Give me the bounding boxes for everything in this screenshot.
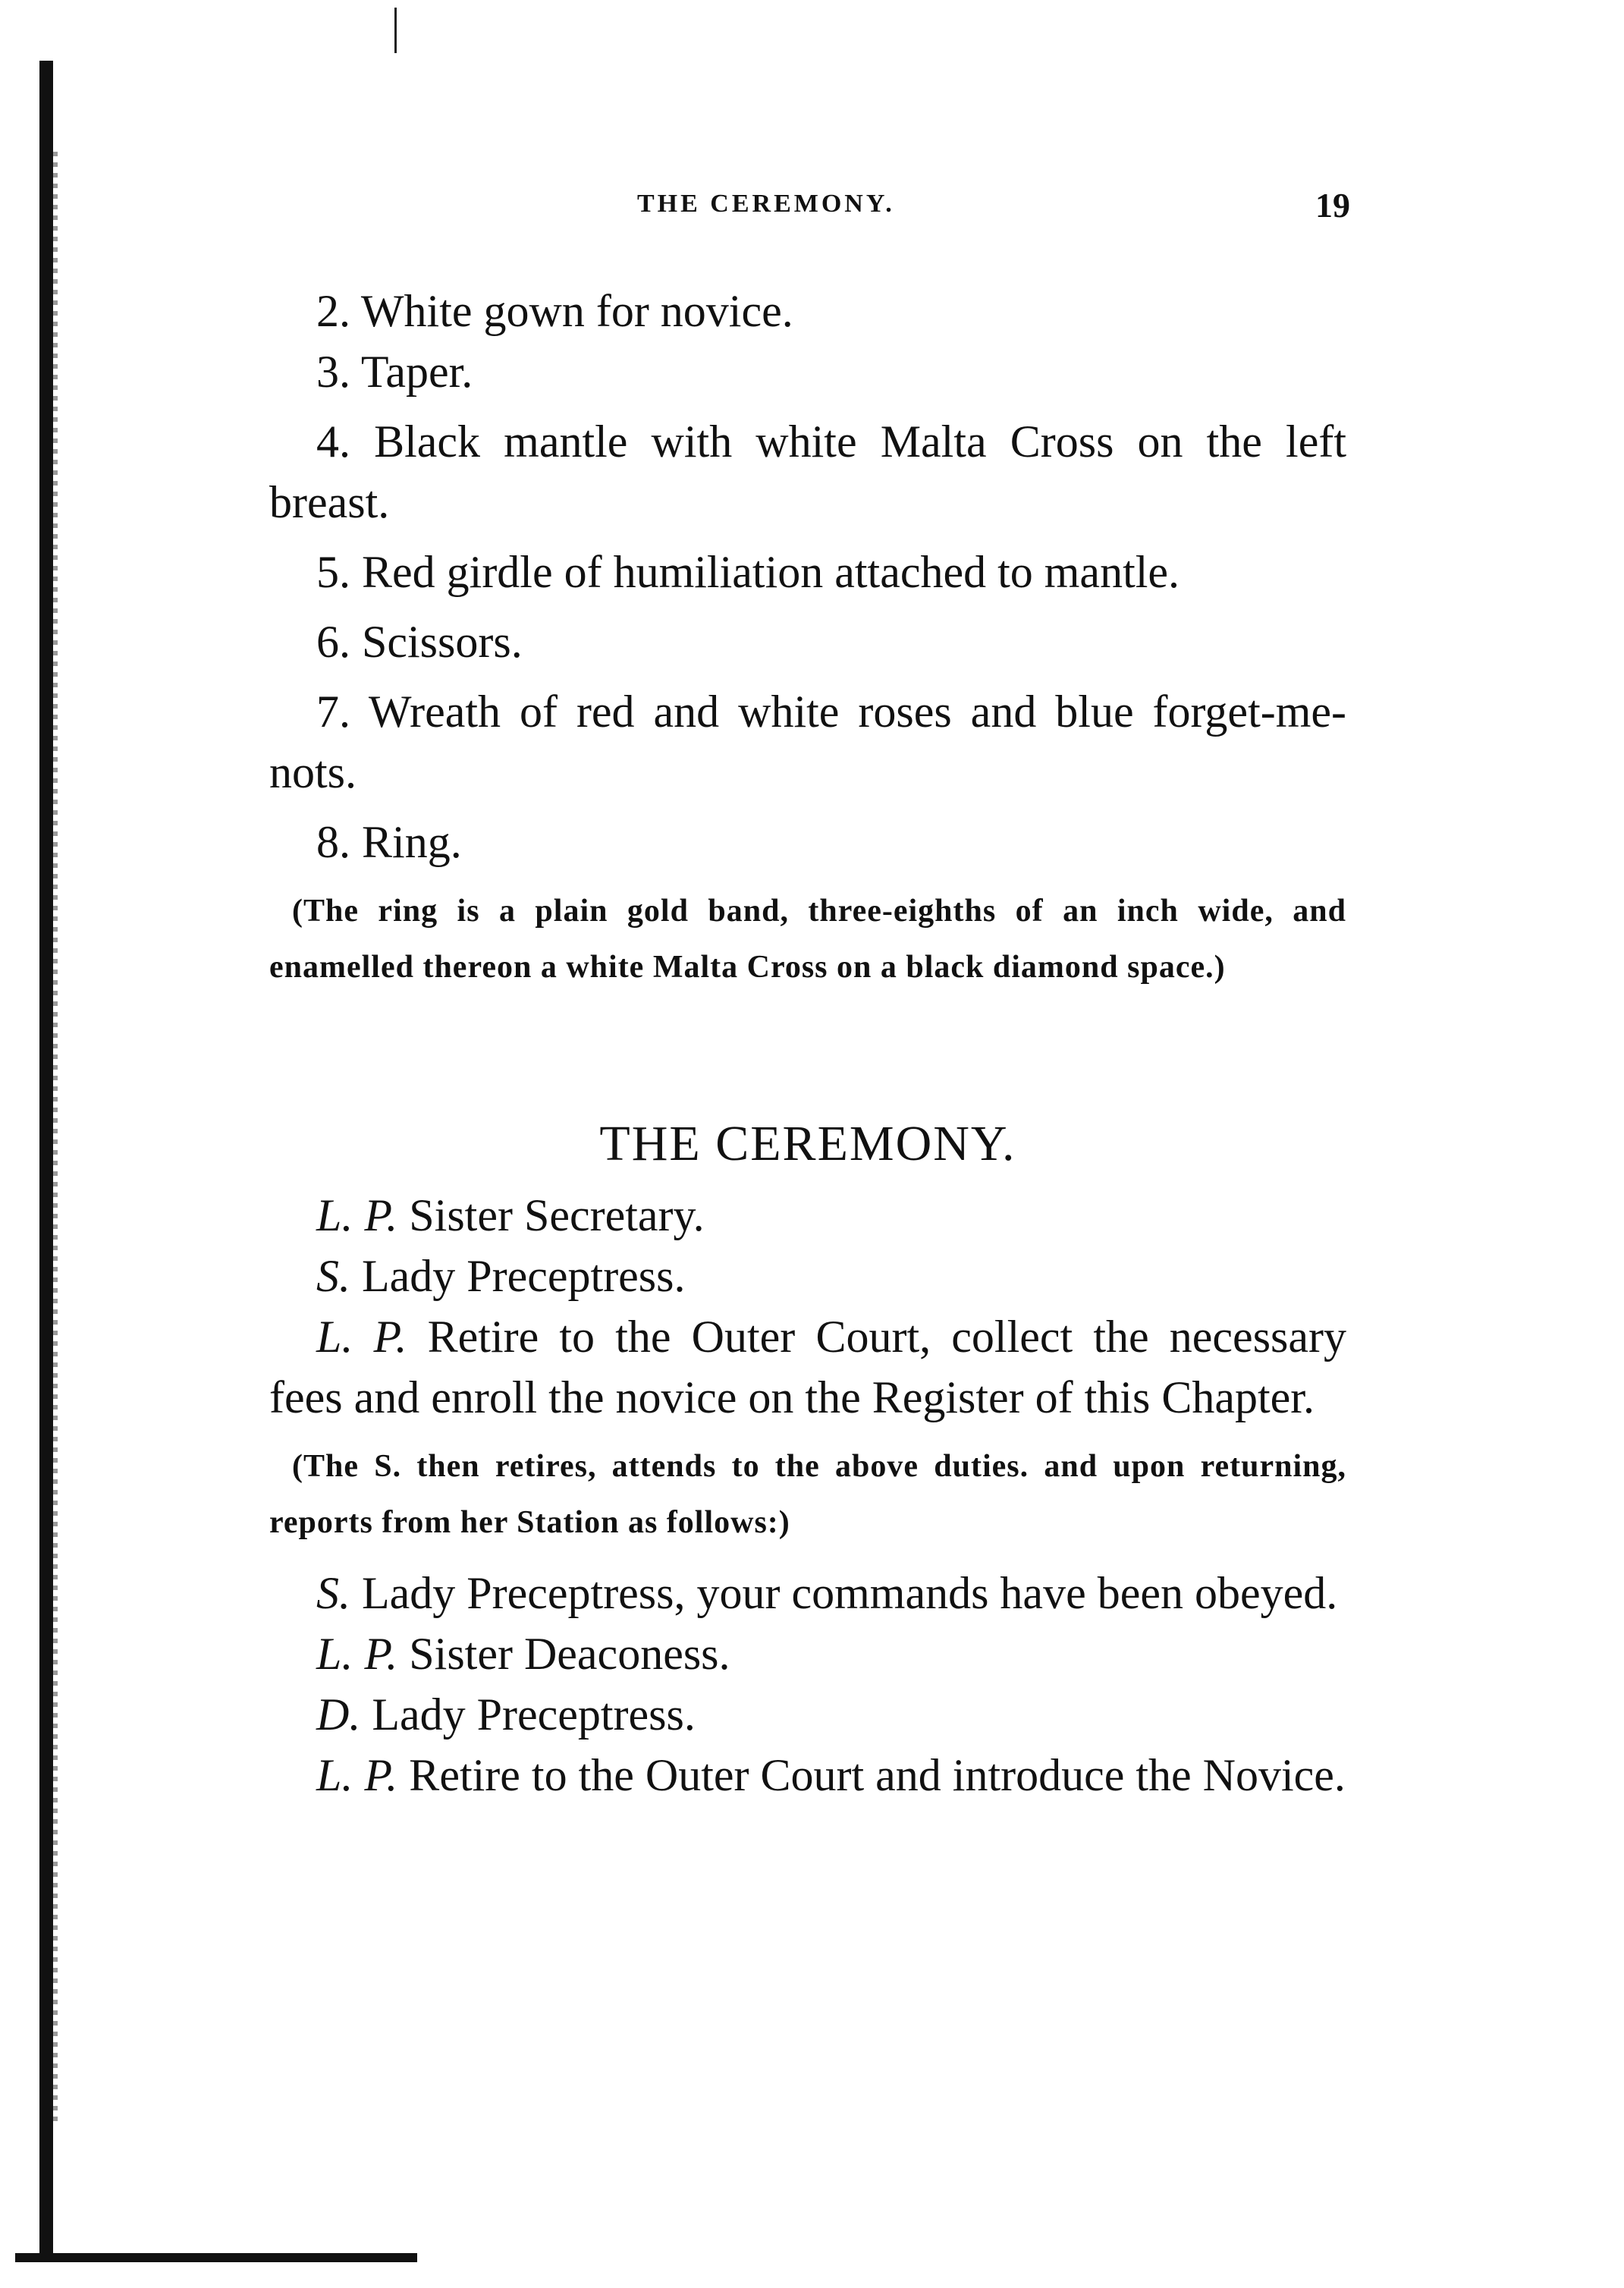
speech: Retire to the Outer Court, collect the necessary fees and enroll the novice on the Register of this Chapter.: [269, 1312, 1347, 1422]
dialogue-line: [269, 1745, 1346, 1806]
speech: Lady Preceptress, your commands have been obeyed.: [362, 1568, 1338, 1618]
speaker: S.: [316, 1251, 350, 1301]
ring-note: (The ring is a plain gold band, three-eighths of an inch wide, and enamelled thereon a white Malta Cross on a black diamond space.): [269, 894, 1346, 985]
list-item: 3. Taper.: [316, 347, 473, 397]
speech: Lady Preceptress.: [362, 1251, 686, 1301]
bottom-rule: [15, 2253, 417, 2262]
speech: Retire to the Outer Court and introduce the Novice.: [409, 1750, 1346, 1800]
dialogue-line: [269, 1563, 1346, 1623]
dialogue-line: [269, 1306, 1346, 1428]
speaker: D.: [316, 1689, 361, 1740]
list-item: 6. Scissors.: [316, 617, 523, 667]
speaker: S.: [316, 1568, 350, 1618]
list-item: 7. Wreath of red and white roses and blue forget-me-nots.: [269, 687, 1346, 797]
page-spine-shadow: [39, 61, 53, 2253]
page-spine-edge: [53, 152, 58, 2124]
margin-mark: [394, 8, 397, 53]
list-item: 8. Ring.: [316, 817, 462, 867]
speaker: L. P.: [316, 1629, 398, 1679]
dialogue-line: [269, 1684, 1346, 1745]
list-item: 4. Black mantle with white Malta Cross on the left breast.: [269, 416, 1346, 527]
dialogue-line: [269, 1623, 1346, 1684]
list-item: 5. Red girdle of humiliation attached to mantle.: [316, 547, 1180, 597]
running-head: THE CEREMONY.: [637, 190, 895, 218]
supply-list: [269, 281, 1346, 995]
speech: Lady Preceptress.: [372, 1689, 696, 1740]
dialogue-line: [269, 1246, 1346, 1306]
ceremony-section: [269, 1115, 1346, 1806]
speech: Sister Secretary.: [409, 1190, 705, 1240]
page-header: [273, 186, 1350, 235]
speaker: L. P.: [316, 1312, 407, 1362]
list-item: 2. White gown for novice.: [316, 286, 793, 336]
stage-note: (The S. then retires, attends to the above duties. and upon returning, reports from her Station as follows:): [269, 1449, 1346, 1540]
dialogue-line: [269, 1185, 1346, 1246]
page-number: 19: [1315, 186, 1350, 225]
section-heading: THE CEREMONY.: [599, 1116, 1016, 1171]
speaker: L. P.: [316, 1750, 398, 1800]
speaker: L. P.: [316, 1190, 398, 1240]
speech: Sister Deaconess.: [409, 1629, 730, 1679]
